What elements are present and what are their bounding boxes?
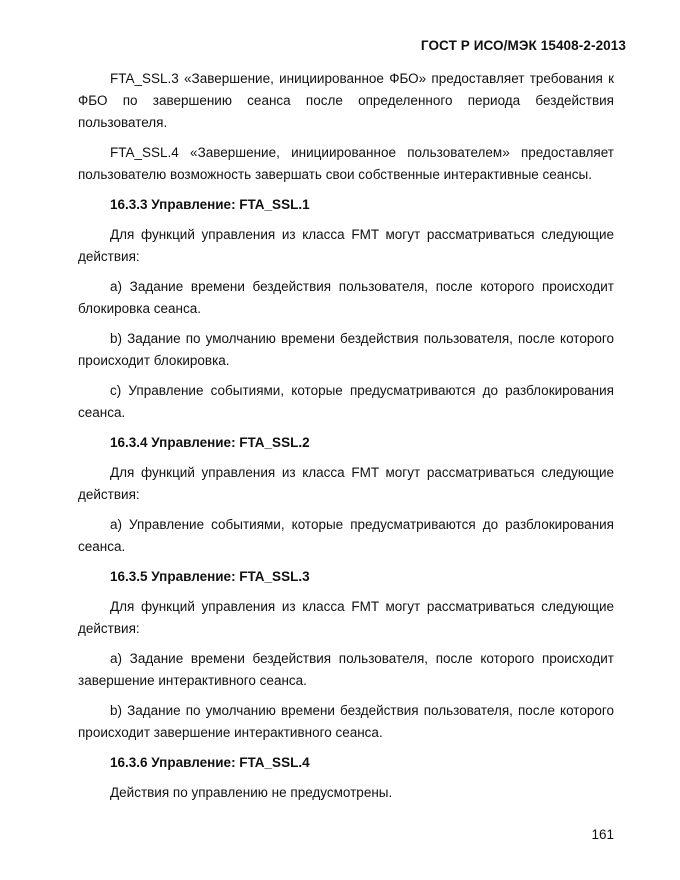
section-intro: Для функций управления из класса FMT могут рассматриваться следующие действия: [78, 465, 614, 502]
section-heading-16-3-4: 16.3.4 Управление: FTA_SSL.2 [110, 435, 310, 450]
list-item: b) Задание по умолчанию времени бездействия пользователя, после которого происходит блокировка. [78, 331, 614, 368]
section-heading-16-3-6: 16.3.6 Управление: FTA_SSL.4 [110, 755, 310, 770]
paragraph-fta-ssl-4: FTA_SSL.4 «Завершение, инициированное пользователем» предоставляет пользователю возможность завершать свои собственные интерактивные сеансы. [78, 145, 614, 182]
section-heading-16-3-3: 16.3.3 Управление: FTA_SSL.1 [110, 197, 310, 212]
document-body [78, 68, 614, 812]
section-intro: Для функций управления из класса FMT могут рассматриваться следующие действия: [78, 227, 614, 264]
list-item: a) Задание времени бездействия пользователя, после которого происходит блокировка сеанса. [78, 279, 614, 316]
paragraph-fta-ssl-3: FTA_SSL.3 «Завершение, инициированное ФБО» предоставляет требования к ФБО по завершению сеанса после определенного периода бездействия пользователя. [78, 71, 614, 130]
section-heading-16-3-5: 16.3.5 Управление: FTA_SSL.3 [110, 569, 310, 584]
list-item: a) Задание времени бездействия пользователя, после которого происходит завершение интерактивного сеанса. [78, 651, 614, 688]
list-item: a) Управление событиями, которые предусматриваются до разблокирования сеанса. [78, 517, 614, 554]
list-item: c) Управление событиями, которые предусматриваются до разблокирования сеанса. [78, 383, 614, 420]
page-number: 161 [591, 827, 614, 842]
section-text: Действия по управлению не предусмотрены. [110, 785, 393, 800]
section-intro: Для функций управления из класса FMT могут рассматриваться следующие действия: [78, 599, 614, 636]
list-item: b) Задание по умолчанию времени бездействия пользователя, после которого происходит завершение интерактивного сеанса. [78, 703, 614, 740]
standard-header: ГОСТ Р ИСО/МЭК 15408-2-2013 [420, 38, 626, 53]
